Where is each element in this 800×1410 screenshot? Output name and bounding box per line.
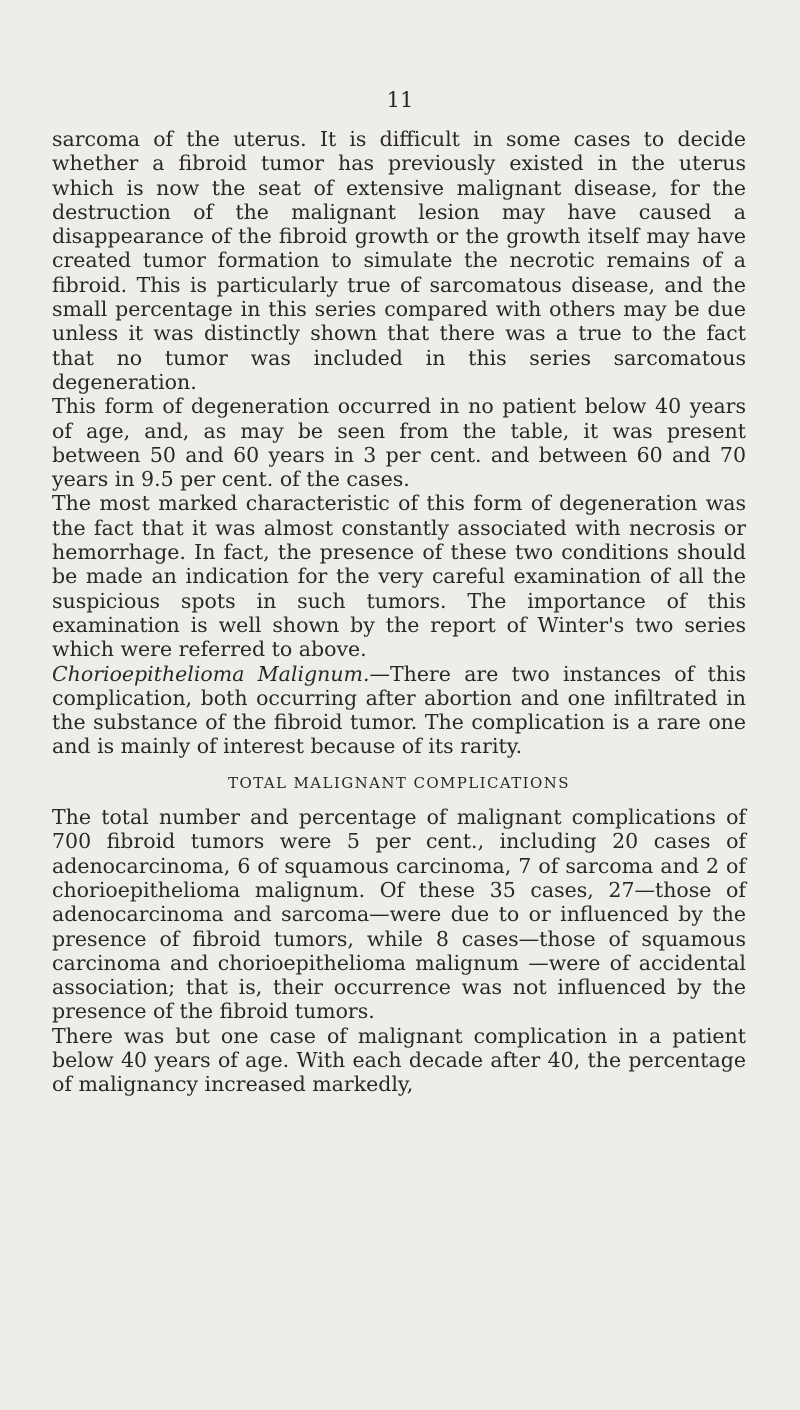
chorioepithelioma-title: Chorioepithelioma Malignum.: [52, 661, 370, 686]
paragraph-1: sarcoma of the uterus. It is difficult in some cases to decide whether a fibroid tumor has previously existed in the uterus which is now the seat of extensive malignant disease, for the destruction of the malignant lesion may have caused a disappearance of the fibroid growth or the growth itself may have created tumor formation to simulate the necrotic remains of a fibroid. This is particularly true of sarcomatous disease, and the small percentage in this series compared with others may be due unless it was distinctly shown that there was a true to the fact that no tumor was included in this series sarcomatous degeneration.: [52, 127, 746, 394]
chorioepithelioma-text: —There are two instances of this complication, both occurring after abortion and one infiltrated in the substance of the fibroid tumor. The complication is a rare one and is mainly of interest because of its rarity.: [52, 661, 746, 759]
paragraph-2: This form of degeneration occurred in no patient below 40 years of age, and, as may be seen from the table, it was present between 50 and 60 years in 3 per cent. and between 60 and 70 years in 9.5 per cent. of the cases.: [52, 394, 746, 492]
paragraph-5: There was but one case of malignant complication in a patient below 40 years of age. With each decade after 40, the percentage of malignancy increased markedly,: [52, 1023, 746, 1097]
paragraph-3: The most marked characteristic of this form of degeneration was the fact that it was almost constantly associated with necrosis or hemorrhage. In fact, the presence of these two conditions should be made an indication for the very careful examination of all the suspicious spots in such tumors. The importance of this examination is well shown by the report of Winter's two series which were referred to above.: [52, 491, 746, 662]
paragraph-4: The total number and percentage of malignant complications of 700 fibroid tumors were 5 per cent., including 20 cases of adenocarcinoma, 6 of squamous carcinoma, 7 of sarcoma and 2 of chorioepithelioma malignum. Of these 35 cases, 27—those of adenocarcinoma and sarcoma—were due to or influenced by the presence of fibroid tumors, while 8 cases—those of squamous carcinoma and chorioepithelioma malignum —were of accidental association; that is, their occurrence was not influenced by the presence of the fibroid tumors.: [52, 805, 746, 1024]
page-number: 11: [386, 88, 414, 112]
section-heading: TOTAL MALIGNANT COMPLICATIONS: [228, 773, 570, 792]
paragraph-chorioepithelioma: [52, 662, 746, 759]
body-text: [52, 127, 746, 1097]
